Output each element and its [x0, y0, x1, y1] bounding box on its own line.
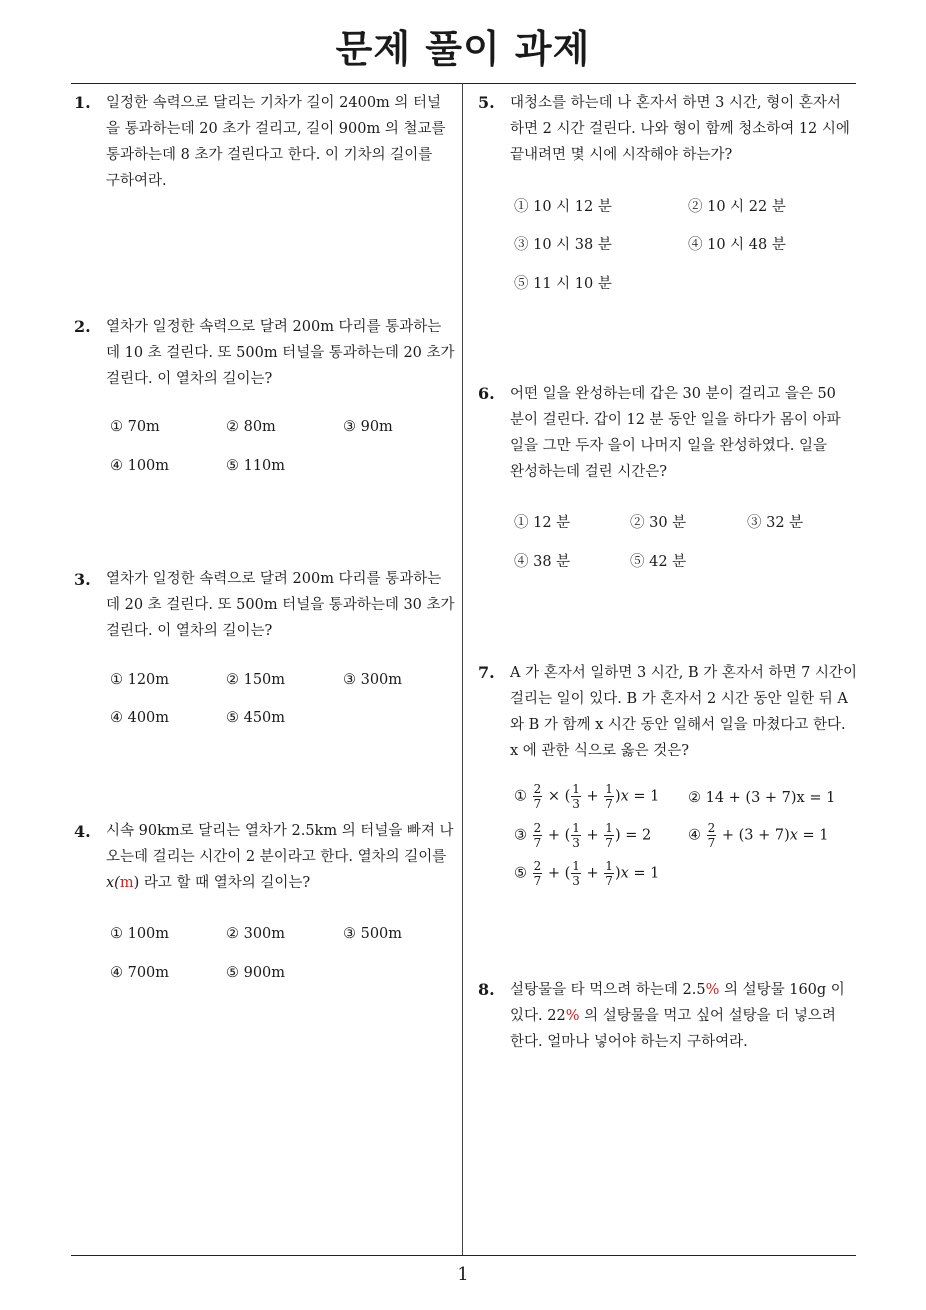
- choice-3[interactable]: ③ 90m: [343, 419, 393, 435]
- problem-text: 열차가 일정한 속력으로 달려 200m 다리를 통과하는 데 20 초 걸린다. 또 500m 터널을 통과하는데 30 초가 걸린다. 이 열차의 길이는?: [106, 571, 455, 639]
- choice-3[interactable]: ③ 32 분: [747, 515, 804, 531]
- choice-4[interactable]: ④ 10 시 48 분: [688, 237, 786, 253]
- choice-2[interactable]: ② 80m: [226, 419, 276, 435]
- problem-number: 4.: [74, 822, 91, 841]
- problem-number: 5.: [478, 93, 495, 112]
- choice-2[interactable]: ② 150m: [226, 672, 286, 688]
- problem-text: 일정한 속력으로 달리는 기차가 길이 2400m 의 터널 을 통과하는데 20 초가 걸리고, 길이 900m 의 철교를 통과하는데 8 초가 걸린다고 한다. 이 기차의 길이를 구하여라.: [106, 95, 446, 189]
- page-title: 문제 풀이 과제: [335, 27, 591, 71]
- problem-text: 대청소를 하는데 나 혼자서 하면 3 시간, 형이 혼자서 하면 2 시간 걸린다. 나와 형이 함께 청소하여 12 시에 끝내려면 몇 시에 시작해야 하는가?: [510, 95, 850, 163]
- choice-5[interactable]: ⑤ 110m: [226, 458, 286, 474]
- page-number: 1: [457, 1264, 469, 1285]
- top-rule: [71, 83, 856, 84]
- problem-number: 6.: [478, 384, 495, 403]
- choice-2[interactable]: ② 300m: [226, 926, 286, 942]
- choice-4[interactable]: ④ 100m: [110, 458, 170, 474]
- problem-text: 시속 90km로 달리는 열차가 2.5km 의 터널을 빠져 나 오는데 걸리는 시간이 2 분이라고 한다. 열차의 길이를 x(m) 라고 할 때 열차의 길이는?: [106, 823, 454, 891]
- choice-1[interactable]: ① 12 분: [514, 515, 571, 531]
- choice-5[interactable]: ⑤ 450m: [226, 710, 286, 726]
- choice-2[interactable]: ② 14 + (3 + 7)x = 1: [688, 790, 836, 806]
- bottom-rule: [71, 1255, 856, 1256]
- problem-number: 1.: [74, 93, 91, 112]
- problem-text: 열차가 일정한 속력으로 달려 200m 다리를 통과하는 데 10 초 걸린다. 또 500m 터널을 통과하는데 20 초가 걸린다. 이 열차의 길이는?: [106, 319, 455, 387]
- choice-4[interactable]: ④ 400m: [110, 710, 170, 726]
- choice-4[interactable]: ④ 700m: [110, 965, 170, 981]
- choice-5[interactable]: ⑤ $\frac{2}{7}$ + ( $\frac{1}{3}$ + $\frac{1}{7}$ )x = 1: [514, 859, 660, 888]
- problem-number: 7.: [478, 663, 495, 682]
- choice-4[interactable]: ④ $\frac{2}{7}$ + (3 + 7)x = 1: [688, 821, 829, 850]
- problem-number: 8.: [478, 980, 495, 999]
- choice-5[interactable]: ⑤ 11 시 10 분: [514, 276, 612, 292]
- choice-1[interactable]: ① $\frac{2}{7}$ × ( $\frac{1}{3}$ + $\frac{1}{7}$ )x = 1: [514, 782, 660, 811]
- problem-number: 2.: [74, 317, 91, 336]
- problem-text: A 가 혼자서 일하면 3 시간, B 가 혼자서 하면 7 시간이 걸리는 일이 있다. B 가 혼자서 2 시간 동안 일한 뒤 A 와 B 가 함께 x 시간 동안 일해서 일을 마쳤다고 한다. x 에 관한 식으로 옳은 것은?: [510, 665, 858, 759]
- choice-5[interactable]: ⑤ 900m: [226, 965, 286, 981]
- problem-text: 설탕물을 타 먹으려 하는데 2.5% 의 설탕물 160g 이 있다. 22% 의 설탕물을 먹고 싶어 설탕을 더 넣으려 한다. 얼마나 넣어야 하는지 구하여라.: [510, 982, 845, 1050]
- choice-2[interactable]: ② 30 분: [630, 515, 687, 531]
- choice-2[interactable]: ② 10 시 22 분: [688, 199, 786, 215]
- problem-text: 어떤 일을 완성하는데 갑은 30 분이 걸리고 을은 50 분이 걸린다. 갑이 12 분 동안 일을 하다가 몸이 아파 일을 그만 두자 을이 나머지 일을 완성하였다. 일을 완성하는데 걸린 시간은?: [510, 386, 841, 480]
- choice-1[interactable]: ① 100m: [110, 926, 170, 942]
- choice-3[interactable]: ③ 10 시 38 분: [514, 237, 612, 253]
- choice-1[interactable]: ① 120m: [110, 672, 170, 688]
- choice-1[interactable]: ① 10 시 12 분: [514, 199, 612, 215]
- choice-5[interactable]: ⑤ 42 분: [630, 554, 687, 570]
- choice-1[interactable]: ① 70m: [110, 419, 160, 435]
- choice-4[interactable]: ④ 38 분: [514, 554, 571, 570]
- choice-3[interactable]: ③ $\frac{2}{7}$ + ( $\frac{1}{3}$ + $\frac{1}{7}$ ) = 2: [514, 821, 652, 850]
- problem-number: 3.: [74, 570, 91, 589]
- choice-3[interactable]: ③ 300m: [343, 672, 403, 688]
- column-divider: [462, 83, 463, 1256]
- choice-3[interactable]: ③ 500m: [343, 926, 403, 942]
